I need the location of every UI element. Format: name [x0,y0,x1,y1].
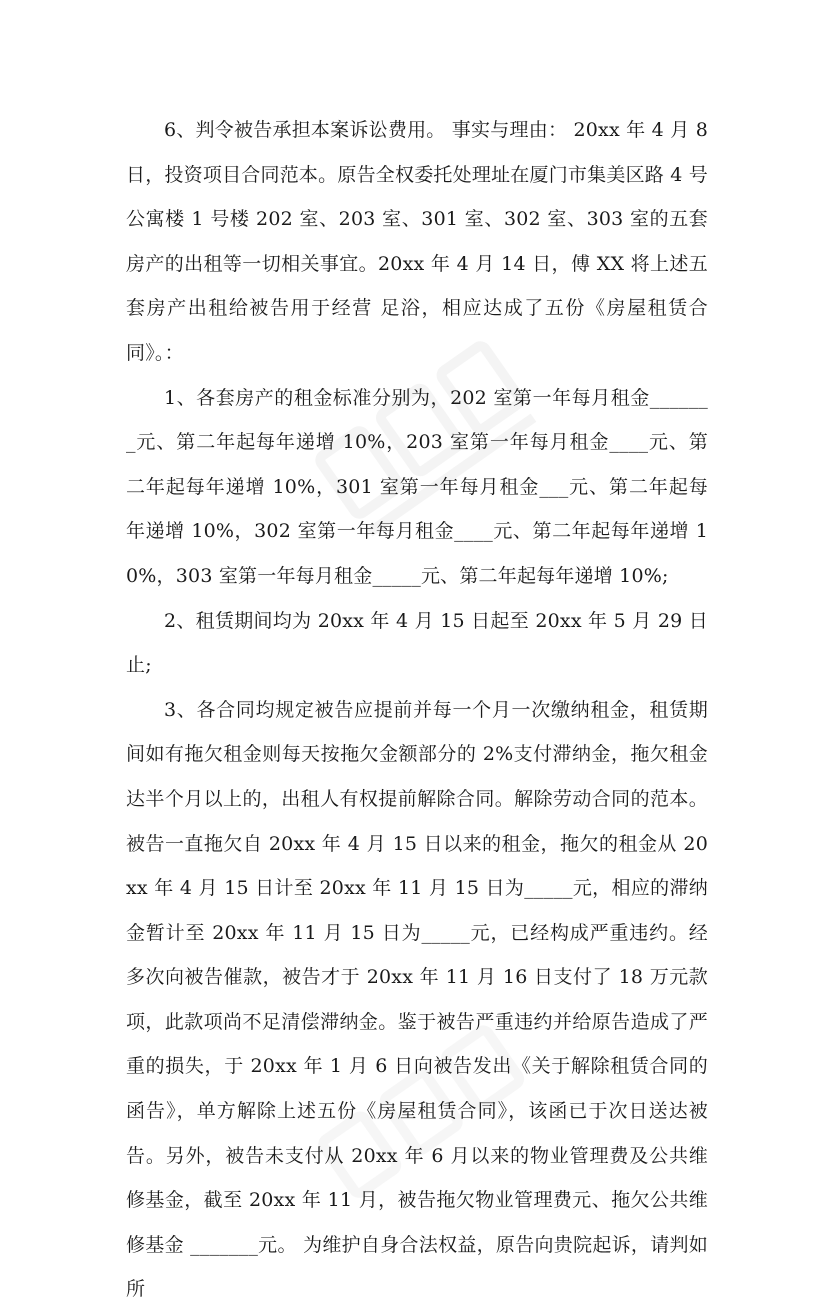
paragraph: 1、各套房产的租金标准分别为，202 室第一年每月租金_______元、第二年起每年递增 10%，203 室第一年每月租金____元、第二年起每年递增 10%，301 室第一年每月租金___元、第二年起每年递增 10%，302 室第一年每月租金____元、第二年起每年递增 10%，303 室第一年每月租金_____元、第二年起每年递增 10%; [126,386,708,587]
document-body [126,108,708,1312]
paragraph: 6、判令被告承担本案诉讼费用。 事实与理由： 20xx 年 4 月 8 日，投资项目合同范本。原告全权委托处理址在厦门市集美区路 4 号公寓楼 1 号楼 202 室、203 室、301 室、302 室、303 室的五套房产的出租等一切相关事宜。20xx 年 4 月 14 日，傅 XX 将上述五套房产出租给被告用于经营 足浴，相应达成了五份《房屋租赁合同》。： [126,119,708,364]
paragraph: 3、各合同均规定被告应提前并每一个月一次缴纳租金，租赁期间如有拖欠租金则每天按拖欠金额部分的 2%支付滞纳金，拖欠租金达半个月以上的，出租人有权提前解除合同。解除劳动合同的范本。 被告一直拖欠自 20xx 年 4 月 15 日以来的租金，拖欠的租金从 20xx 年 4 月 15 日计至 20xx 年 11 月 15 日为_____元，相应的滞纳金暂计至 20xx 年 11 月 15 日为_____元，已经构成严重违约。经多次向被告催款，被告才于 20xx 年 11 月 16 日支付了 18 万元款项，此款项尚不足清偿滞纳金。鉴于被告严重违约并给原告造成了严重的损失，于 20xx 年 1 月 6 日向被告发出《关于解除租赁合同的函告》，单方解除上述五份《房屋租赁合同》，该函已于次日送达被告。另外，被告未支付从 20xx 年 6 月以来的物业管理费及公共维修基金，截至 20xx 年 11 月，被告拖欠物业管理费元、拖欠公共维修基金 _______元。 为维护自身合法权益，原告向贵院起诉，请判如所 [126,698,708,1301]
paragraph: 2、租赁期间均为 20xx 年 4 月 15 日起至 20xx 年 5 月 29 日止; [126,609,708,677]
